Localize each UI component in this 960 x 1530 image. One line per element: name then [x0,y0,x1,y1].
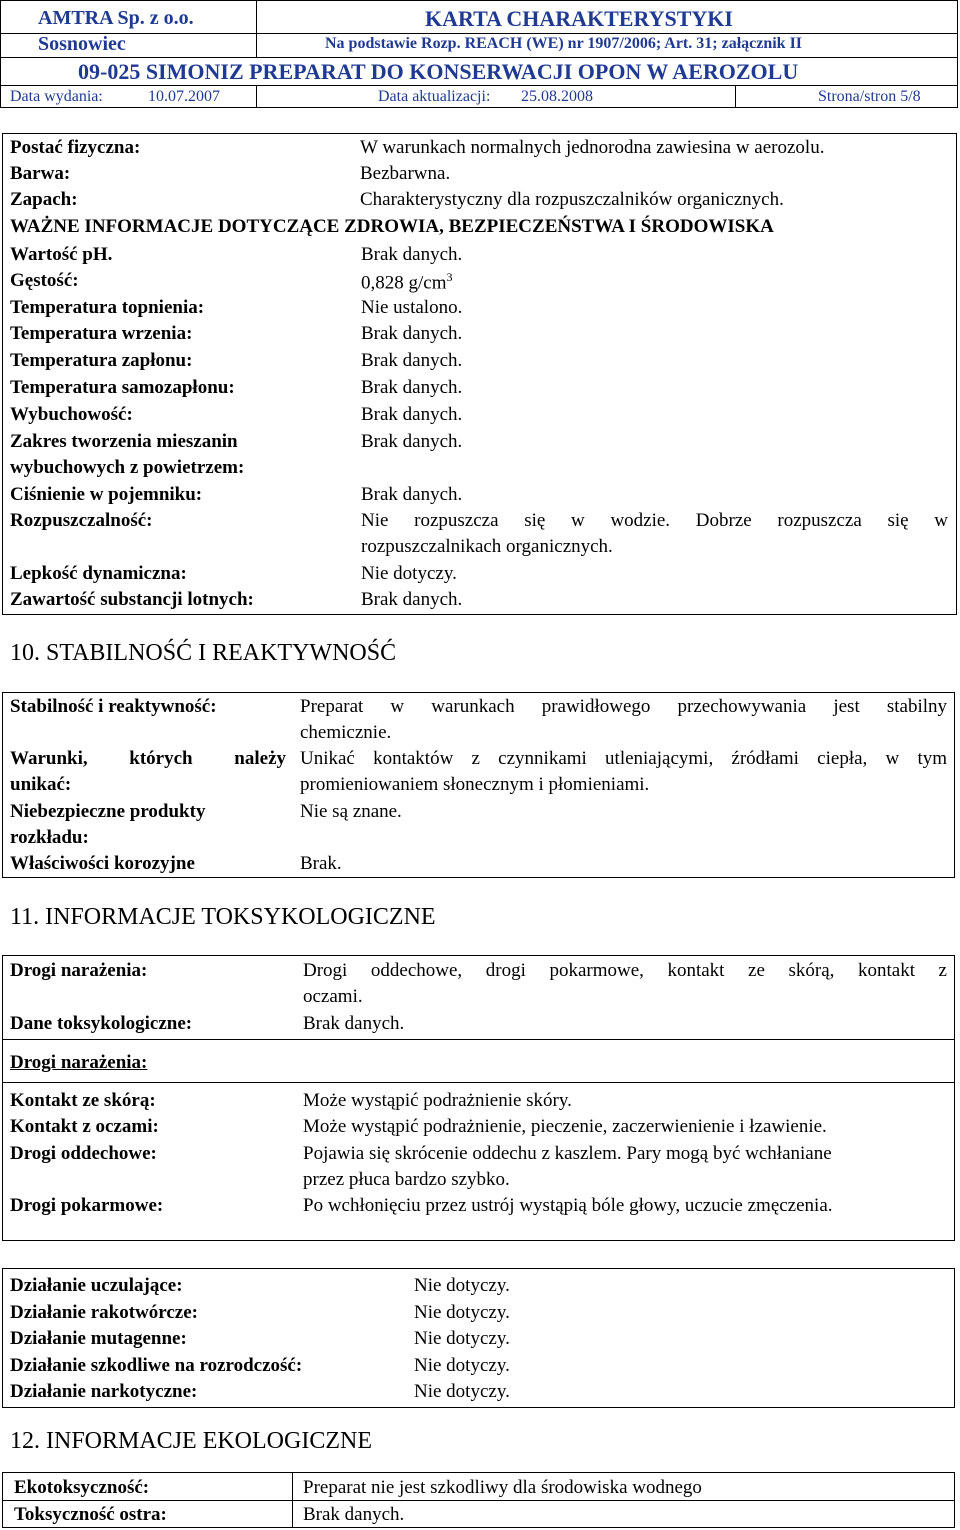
effect-value: Nie dotyczy. [414,1381,510,1402]
property-value: Brak danych. [361,404,463,425]
property-value: Brak danych. [361,484,463,505]
effect-label: Działanie uczulające: [10,1275,183,1296]
effect-value: Nie dotyczy. [414,1302,510,1323]
header-divider [0,0,1,108]
property-value [361,270,453,294]
conditions-label: Warunki, których należy [10,748,286,769]
stability-value: Preparat w warunkach prawidłowego przechowywania jest stabilny [300,696,947,717]
property-value: Nie ustalono. [361,297,463,318]
property-label: Rozpuszczalność: [10,510,153,531]
company-name: AMTRA Sp. z o.o. [38,7,194,29]
table-divider [292,1472,293,1528]
decomposition-label: Niebezpieczne produkty [10,801,206,822]
property-label: Zakres tworzenia mieszanin [10,431,238,452]
property-label: Lepkość dynamiczna: [10,563,187,584]
table-divider [2,1082,955,1083]
tox-data-value: Brak danych. [303,1013,405,1034]
route-value: Może wystąpić podrażnienie, pieczenie, zaczerwienienie i łzawienie. [303,1116,827,1137]
effect-value: Nie dotyczy. [414,1275,510,1296]
property-value: Brak danych. [361,589,463,610]
header-divider [735,85,736,108]
header-divider [0,107,958,108]
update-date: 25.08.2008 [521,88,593,105]
route-value: Po wchłonięciu przez ustrój wystąpią bóle głowy, uczucie zmęczenia. [303,1195,833,1216]
property-value: Brak danych. [361,350,463,371]
company-city: Sosnowiec [38,33,126,55]
property-value: Charakterystyczny dla rozpuszczalników organicznych. [360,189,784,210]
property-label: Temperatura wrzenia: [10,323,193,344]
tox-data-label: Dane toksykologiczne: [10,1013,193,1034]
effect-label: Działanie narkotyczne: [10,1381,198,1402]
effect-label: Działanie rakotwórcze: [10,1302,199,1323]
route-label: Drogi pokarmowe: [10,1195,164,1216]
route-value: Może wystąpić podrażnienie skóry. [303,1090,572,1111]
stability-label: Stabilność i reaktywność: [10,696,217,717]
route-value-cont: przez płuca bardzo szybko. [303,1169,510,1190]
route-label: Drogi oddechowe: [10,1143,157,1164]
route-label: Kontakt z oczami: [10,1116,159,1137]
acute-toxicity-value: Brak danych. [303,1504,405,1525]
property-value: Brak danych. [361,431,463,452]
regulation-basis: Na podstawie Rozp. REACH (WE) nr 1907/2006; Art. 31; załącznik II [325,35,803,52]
exposure-label: Drogi narażenia: [10,960,148,981]
property-label: Wartość pH. [10,244,113,265]
property-value: Nie dotyczy. [361,563,457,584]
property-value: Brak danych. [361,244,463,265]
property-value: Brak danych. [361,323,463,344]
density-unit-exponent: 3 [446,270,453,284]
conditions-value: Unikać kontaktów z czynnikami utleniającymi, źródłami ciepła, w tym [300,748,947,769]
section-12-title: 12. INFORMACJE EKOLOGICZNE [10,1428,372,1454]
conditions-value-cont: promieniowaniem słonecznym i płomieniami. [300,774,650,795]
product-name: 09-025 SIMONIZ PREPARAT DO KONSERWACJI OPON W AEROZOLU [78,59,799,84]
property-label: Temperatura zapłonu: [10,350,193,371]
ecotoxicity-label: Ekotoksyczność: [14,1477,150,1498]
property-value: Nie rozpuszcza się w wodzie. Dobrze rozpuszcza się w [361,510,948,531]
property-label: Postać fizyczna: [10,137,141,158]
property-value-cont: rozpuszczalnikach organicznych. [361,536,613,557]
header-divider [0,85,958,86]
effect-value: Nie dotyczy. [414,1328,510,1349]
decomposition-label-cont: rozkładu: [10,827,89,848]
header-divider [256,0,257,58]
conditions-label-cont: unikać: [10,774,72,795]
property-label: Wybuchowość: [10,404,133,425]
property-label: Zapach: [10,189,78,210]
section-subheading: WAŻNE INFORMACJE DOTYCZĄCE ZDROWIA, BEZPIECZEŃSTWA I ŚRODOWISKA [10,216,774,237]
property-label: Barwa: [10,163,71,184]
effect-label: Działanie szkodliwe na rozrodczość: [10,1355,303,1376]
decomposition-value: Nie są znane. [300,801,402,822]
stability-value-cont: chemicznie. [300,722,392,743]
property-label: Zawartość substancji lotnych: [10,589,254,610]
update-date-label: Data aktualizacji: [378,88,491,105]
exposure-value: Drogi oddechowe, drogi pokarmowe, kontakt ze skórą, kontakt z [303,960,947,981]
issue-date-label: Data wydania: [10,88,103,105]
section-10-title: 10. STABILNOŚĆ I REAKTYWNOŚĆ [10,640,397,666]
property-label: Ciśnienie w pojemniku: [10,484,203,505]
corrosive-label: Właściwości korozyjne [10,853,195,874]
property-label: Temperatura samozapłonu: [10,377,235,398]
route-label: Kontakt ze skórą: [10,1090,156,1111]
property-value: Brak danych. [361,377,463,398]
property-value: Bezbarwna. [360,163,451,184]
property-label: Temperatura topnienia: [10,297,205,318]
effect-value: Nie dotyczy. [414,1355,510,1376]
effect-label: Działanie mutagenne: [10,1328,187,1349]
exposure-value-cont: oczami. [303,986,363,1007]
table-divider [2,1039,955,1040]
corrosive-value: Brak. [300,853,342,874]
header-divider [256,85,257,108]
acute-toxicity-label: Toksyczność ostra: [14,1504,167,1525]
route-value: Pojawia się skrócenie oddechu z kaszlem. Pary mogą być wchłaniane [303,1143,832,1164]
routes-heading: Drogi narażenia: [10,1052,148,1073]
property-value: W warunkach normalnych jednorodna zawiesina w aerozolu. [360,137,825,158]
document-title: KARTA CHARAKTERYSTYKI [425,6,733,31]
section-11-title: 11. INFORMACJE TOKSYKOLOGICZNE [10,904,436,930]
header-divider [0,33,958,34]
ecotoxicity-value: Preparat nie jest szkodliwy dla środowiska wodnego [303,1477,702,1498]
property-label-cont: wybuchowych z powietrzem: [10,457,245,478]
header-divider [0,57,958,58]
table-divider [2,1500,955,1501]
property-label: Gęstość: [10,270,79,291]
density-value: 0,828 g/cm [361,272,447,294]
page-number: Strona/stron 5/8 [818,88,921,105]
issue-date: 10.07.2007 [148,88,220,105]
